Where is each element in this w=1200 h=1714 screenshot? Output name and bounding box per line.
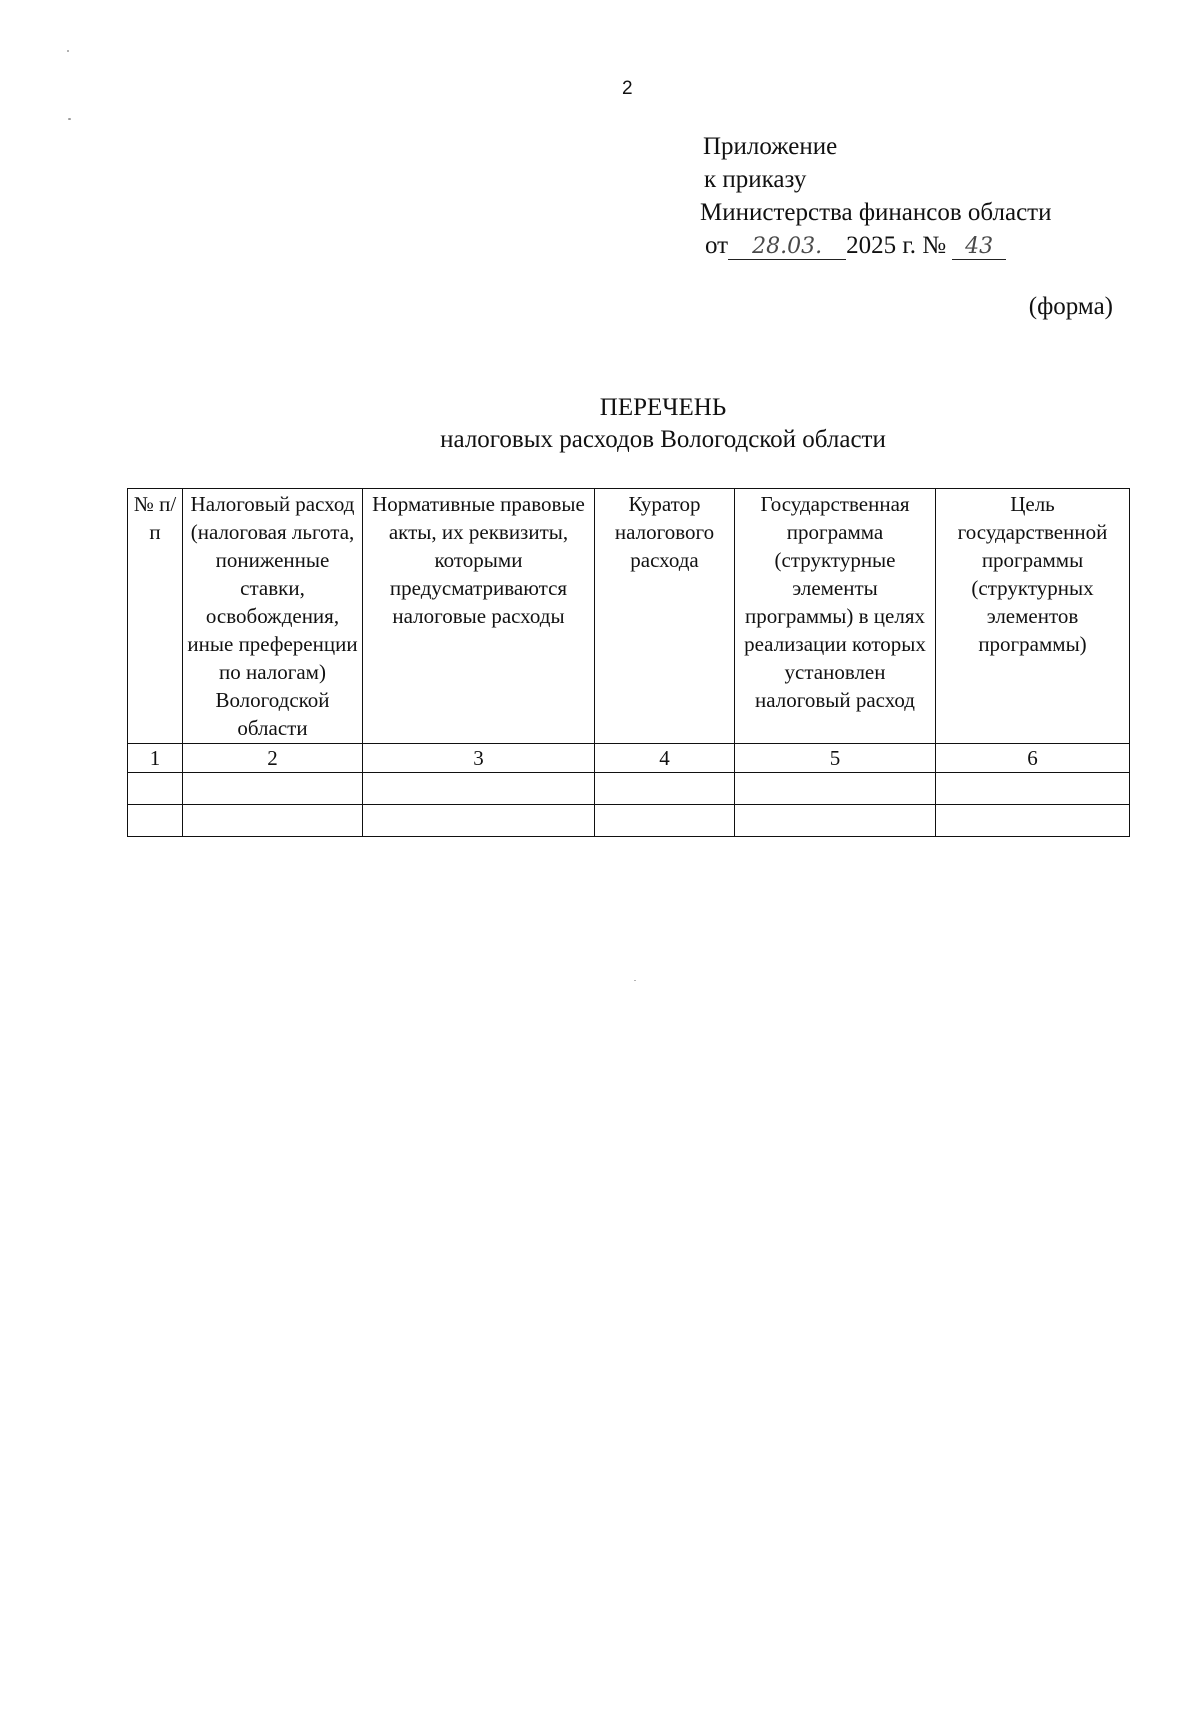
header-cell: № п/п xyxy=(128,489,183,744)
table-row xyxy=(128,805,1130,837)
scan-speck xyxy=(67,50,69,52)
header-cell: Государственная программа (структурные элементы программы) в целях реализации которых установлен налоговый расход xyxy=(735,489,936,744)
scan-speck xyxy=(634,980,636,981)
appendix-title: Приложение xyxy=(703,133,838,160)
header-cell: Налоговый расход (налоговая льгота, пониженные ставки, освобождения, иные преференции по налогам) Вологодской области xyxy=(183,489,363,744)
title-heading: ПЕРЕЧЕНЬ xyxy=(599,394,727,421)
empty-cell xyxy=(735,773,936,805)
appendix-order-ref: к приказу xyxy=(704,166,807,193)
column-number: 5 xyxy=(735,744,936,773)
empty-cell xyxy=(363,773,595,805)
column-number: 2 xyxy=(183,744,363,773)
tax-expenditure-table xyxy=(127,488,1130,837)
empty-cell xyxy=(183,773,363,805)
empty-cell xyxy=(595,805,735,837)
handwritten-date: 28.03. xyxy=(728,235,846,260)
empty-cell xyxy=(735,805,936,837)
empty-cell xyxy=(128,773,183,805)
page-number: 2 xyxy=(622,78,633,99)
empty-cell xyxy=(183,805,363,837)
table-header-row xyxy=(128,489,1130,744)
empty-cell xyxy=(595,773,735,805)
document-title xyxy=(0,392,1200,456)
header-cell: Куратор налогового расхода xyxy=(595,489,735,744)
empty-cell xyxy=(128,805,183,837)
handwritten-order-number: 43 xyxy=(952,235,1006,260)
table-row xyxy=(128,773,1130,805)
column-number: 4 xyxy=(595,744,735,773)
year-number-label: 2025 г. № xyxy=(846,232,947,259)
column-number: 3 xyxy=(363,744,595,773)
header-cell: Нормативные правовые акты, их реквизиты, которыми предусматриваются налоговые расходы xyxy=(363,489,595,744)
appendix-block xyxy=(700,130,1051,262)
title-subheading: налоговых расходов Вологодской области xyxy=(440,426,886,453)
empty-cell xyxy=(936,773,1130,805)
date-prefix: от xyxy=(705,232,729,259)
form-label: (форма) xyxy=(1028,293,1113,320)
scan-speck xyxy=(68,118,71,120)
appendix-date-line xyxy=(700,229,1051,262)
empty-cell xyxy=(936,805,1130,837)
appendix-ministry: Министерства финансов области xyxy=(700,199,1052,226)
column-number: 1 xyxy=(128,744,183,773)
column-number-row xyxy=(128,744,1130,773)
header-cell: Цель государственной программы (структурных элементов программы) xyxy=(936,489,1130,744)
column-number: 6 xyxy=(936,744,1130,773)
empty-cell xyxy=(363,805,595,837)
